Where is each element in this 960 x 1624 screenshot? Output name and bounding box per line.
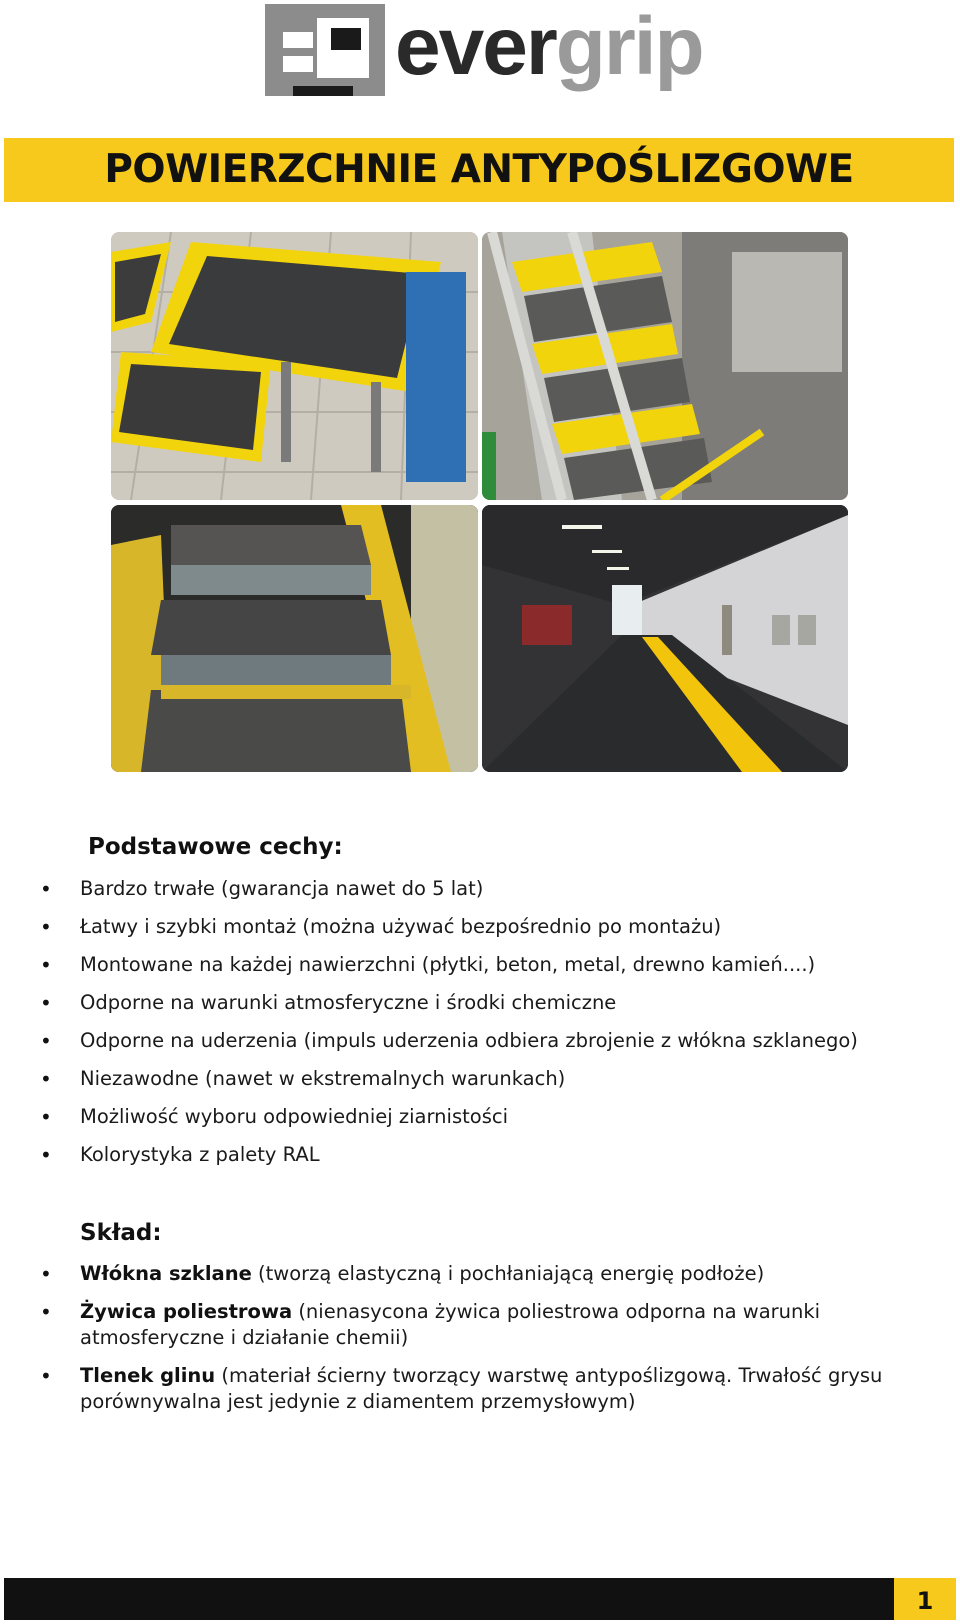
title-band bbox=[4, 138, 954, 202]
logo-text-grip: grip bbox=[555, 1, 703, 92]
composition-item-name: Żywica poliestrowa bbox=[80, 1300, 293, 1323]
composition-heading: Skład: bbox=[80, 1220, 162, 1246]
list-item: • Kolorystyka z palety RAL bbox=[40, 1142, 940, 1180]
evergrip-logo bbox=[265, 0, 705, 100]
list-item bbox=[40, 1299, 940, 1351]
logo-wordmark bbox=[395, 2, 703, 92]
list-item: • Bardzo trwałe (gwarancja nawet do 5 lat) bbox=[40, 876, 940, 914]
photo-platform-step bbox=[111, 232, 478, 500]
footer-bar bbox=[4, 1578, 956, 1620]
list-item: • Odporne na warunki atmosferyczne i środki chemiczne bbox=[40, 990, 940, 1028]
list-item bbox=[40, 1261, 940, 1287]
features-list bbox=[40, 876, 940, 1180]
composition-item-name: Włókna szklane bbox=[80, 1262, 252, 1285]
composition-item-name: Tlenek glinu bbox=[80, 1364, 216, 1387]
photo-stair-treads bbox=[111, 505, 478, 772]
photo-warehouse-walkway bbox=[482, 505, 848, 772]
list-item: • Montowane na każdej nawierzchni (płytki, beton, metal, drewno kamień....) bbox=[40, 952, 940, 990]
logo-mark-icon bbox=[265, 4, 385, 96]
features-heading: Podstawowe cechy: bbox=[88, 834, 343, 860]
page-number: 1 bbox=[894, 1578, 956, 1620]
logo-text-ever: ever bbox=[395, 1, 556, 92]
composition-list bbox=[40, 1261, 940, 1427]
composition-item-desc: (materiał ścierny tworzący warstwę antypoślizgową. Trwałość grysu porównywalna jest jedynie z diamentem przemysłowym) bbox=[80, 1364, 883, 1413]
list-item: • Niezawodne (nawet w ekstremalnych warunkach) bbox=[40, 1066, 940, 1104]
list-item bbox=[40, 1363, 940, 1415]
composition-item-desc: (nienasycona żywica poliestrowa odporna na warunki atmosferyczne i działanie chemii) bbox=[80, 1300, 821, 1349]
list-item: • Odporne na uderzenia (impuls uderzenia odbiera zbrojenie z włókna szklanego) bbox=[40, 1028, 940, 1066]
photo-metal-stairs bbox=[482, 232, 848, 500]
list-item: • Łatwy i szybki montaż (można używać bezpośrednio po montażu) bbox=[40, 914, 940, 952]
list-item: • Możliwość wyboru odpowiedniej ziarnistości bbox=[40, 1104, 940, 1142]
page-title: POWIERZCHNIE ANTYPOŚLIZGOWE bbox=[104, 147, 854, 192]
composition-item-desc: (tworzą elastyczną i pochłaniającą energię podłoże) bbox=[251, 1262, 765, 1285]
